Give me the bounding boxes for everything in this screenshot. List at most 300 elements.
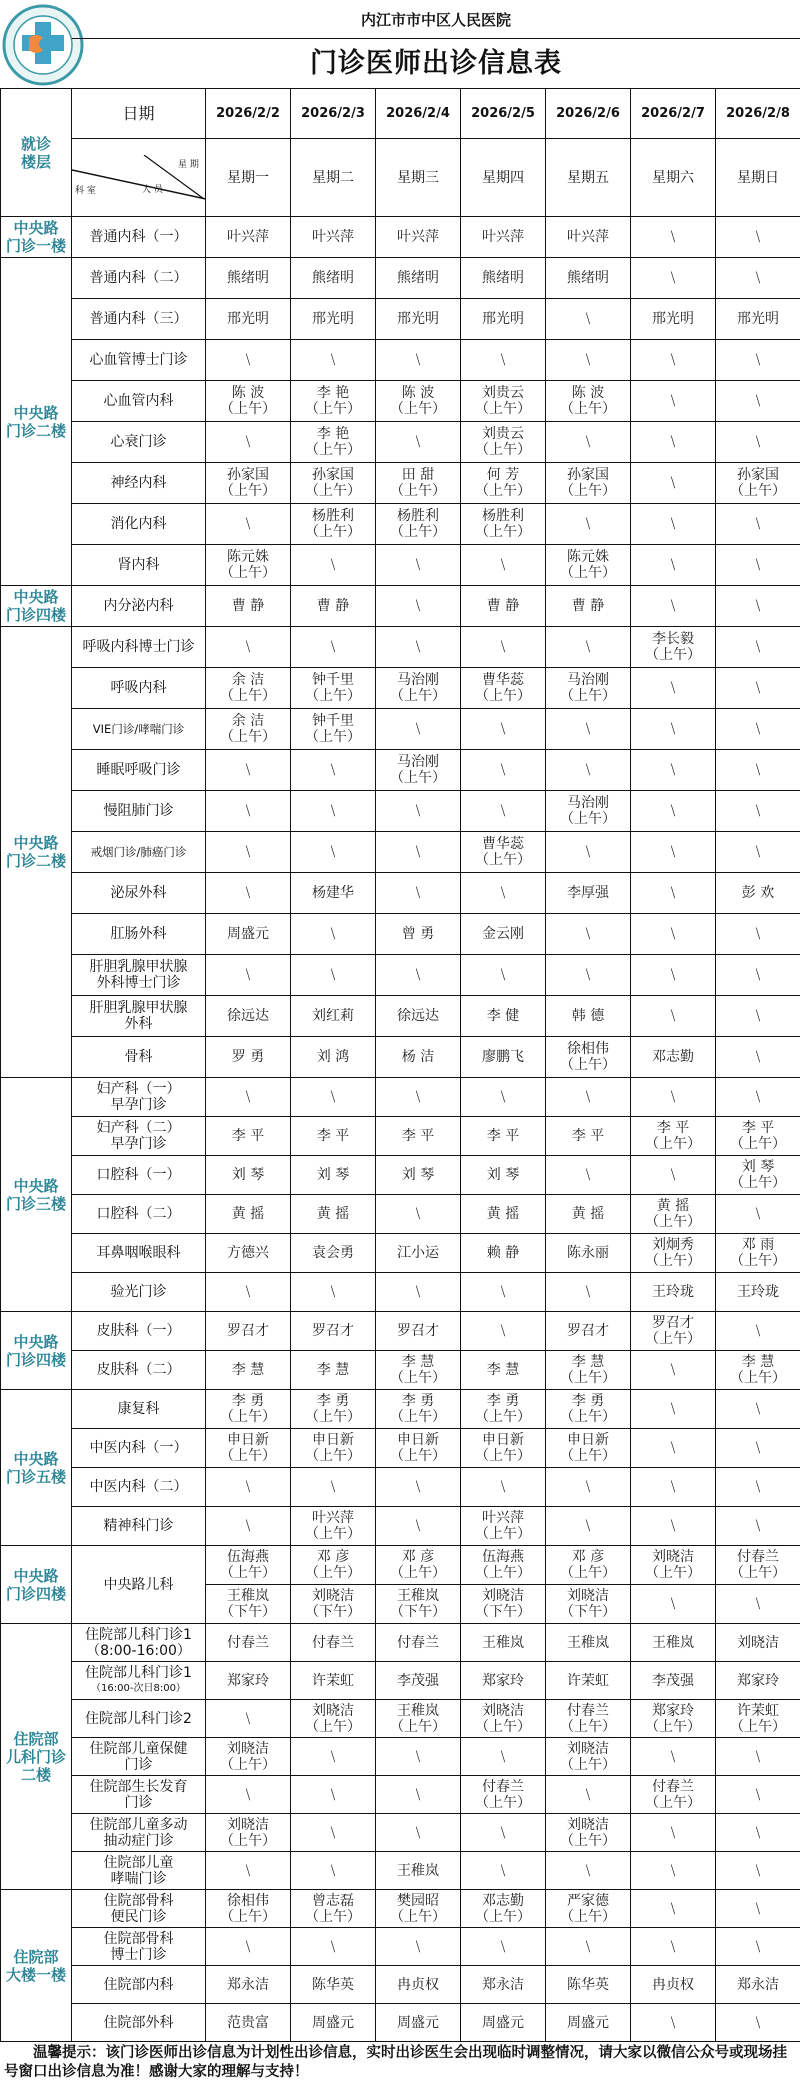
department-name bbox=[72, 1700, 206, 1738]
doctor-cell: \ bbox=[206, 1700, 291, 1738]
doctor-cell: 曹华蕊 （上午） bbox=[461, 668, 546, 709]
doctor-cell: 杨胜利 （上午） bbox=[461, 504, 546, 545]
department-line: 中医内科（二） bbox=[72, 1479, 205, 1495]
doctor-cell: \ bbox=[546, 1852, 631, 1890]
doctor-cell: 曹 静 bbox=[291, 586, 376, 627]
department-line: 住院部骨科 bbox=[72, 1893, 205, 1909]
doctor-cell: 李 慧 （上午） bbox=[546, 1351, 631, 1390]
doctor-cell: 赖 静 bbox=[461, 1234, 546, 1273]
doctor-cell: \ bbox=[291, 750, 376, 791]
doctor-cell: \ bbox=[631, 504, 716, 545]
doctor-cell: 李 平 bbox=[546, 1117, 631, 1156]
table-row bbox=[1, 463, 800, 504]
doctor-cell: \ bbox=[716, 1814, 800, 1852]
doctor-cell: \ bbox=[461, 1273, 546, 1312]
department-line: 皮肤科（一） bbox=[72, 1323, 205, 1339]
doctor-cell: \ bbox=[291, 832, 376, 873]
doctor-cell bbox=[631, 1546, 716, 1624]
department-name bbox=[72, 504, 206, 545]
doctor-cell: \ bbox=[631, 463, 716, 504]
doctor-cell: 刘晓洁 bbox=[716, 1624, 800, 1662]
doctor-cell: \ bbox=[631, 545, 716, 586]
department-name bbox=[72, 1156, 206, 1195]
doctor-cell: \ bbox=[631, 1890, 716, 1928]
doctor-cell: \ bbox=[546, 504, 631, 545]
department-line: 外科博士门诊 bbox=[72, 975, 205, 991]
doctor-cell: 李 勇 （上午） bbox=[461, 1390, 546, 1429]
doctor-cell: 彭 欢 bbox=[716, 873, 800, 914]
doctor-cell: 王玲珑 bbox=[716, 1273, 800, 1312]
department-line: 肾内科 bbox=[72, 557, 205, 573]
doctor-cell: 马治刚 （上午） bbox=[376, 668, 461, 709]
table-row bbox=[1, 832, 800, 873]
doctor-cell: 孙家国 （上午） bbox=[291, 463, 376, 504]
doctor-cell: \ bbox=[376, 1776, 461, 1814]
doctor-cell: \ bbox=[631, 914, 716, 955]
doctor-cell: 周盛元 bbox=[546, 2004, 631, 2042]
department-name bbox=[72, 1890, 206, 1928]
floor-label: 中央路 门诊三楼 bbox=[1, 1078, 72, 1312]
department-line: 心衰门诊 bbox=[72, 434, 205, 450]
doctor-cell: \ bbox=[631, 381, 716, 422]
table-row bbox=[1, 1195, 800, 1234]
table-row bbox=[1, 750, 800, 791]
doctor-cell: \ bbox=[291, 1928, 376, 1966]
doctor-cell: 李 慧 （上午） bbox=[376, 1351, 461, 1390]
department-line: 妇产科（二） bbox=[72, 1120, 205, 1136]
table-row bbox=[1, 340, 800, 381]
department-name bbox=[72, 1195, 206, 1234]
doctor-cell: \ bbox=[631, 1814, 716, 1852]
doctor-cell bbox=[291, 1546, 376, 1624]
doctor-subcell: 付春兰 （上午） bbox=[716, 1546, 800, 1584]
doctor-cell: 刘晓洁 （上午） bbox=[206, 1814, 291, 1852]
page-header bbox=[0, 0, 800, 88]
department-name bbox=[72, 873, 206, 914]
doctor-cell: \ bbox=[631, 1852, 716, 1890]
doctor-cell: 付春兰 bbox=[206, 1624, 291, 1662]
doctor-cell: \ bbox=[291, 1738, 376, 1776]
department-name bbox=[72, 586, 206, 627]
doctor-cell: 王玲珑 bbox=[631, 1273, 716, 1312]
department-line: 外科 bbox=[72, 1016, 205, 1032]
doctor-subcell: \ bbox=[631, 1584, 715, 1623]
table-row bbox=[1, 627, 800, 668]
doctor-cell: \ bbox=[631, 750, 716, 791]
department-line: 便民门诊 bbox=[72, 1909, 205, 1925]
doctor-cell: 王稚岚 bbox=[376, 1852, 461, 1890]
doctor-cell: \ bbox=[716, 791, 800, 832]
floor-label: 中央路 门诊二楼 bbox=[1, 258, 72, 586]
doctor-cell: \ bbox=[206, 832, 291, 873]
doctor-cell: 罗召才 （上午） bbox=[631, 1312, 716, 1351]
doctor-cell: 马治刚 （上午） bbox=[546, 791, 631, 832]
doctor-subcell: 伍海燕 （上午） bbox=[206, 1546, 290, 1584]
schedule-table bbox=[0, 88, 800, 2042]
table-row bbox=[1, 1117, 800, 1156]
doctor-cell: 刘晓洁 （上午） bbox=[546, 1738, 631, 1776]
doctor-cell: 袁会勇 bbox=[291, 1234, 376, 1273]
doctor-cell: 申日新 （上午） bbox=[461, 1429, 546, 1468]
table-row bbox=[1, 1351, 800, 1390]
doctor-cell: 付春兰 bbox=[376, 1624, 461, 1662]
department-line: 住院部儿科门诊1 bbox=[72, 1665, 205, 1681]
department-line: 骨科 bbox=[72, 1049, 205, 1065]
department-name bbox=[72, 668, 206, 709]
doctor-cell: \ bbox=[291, 955, 376, 996]
doctor-cell: 申日新 （上午） bbox=[206, 1429, 291, 1468]
doctor-cell: 李 平 bbox=[376, 1117, 461, 1156]
doctor-cell: \ bbox=[291, 1776, 376, 1814]
department-line: 早孕门诊 bbox=[72, 1097, 205, 1113]
department-line: 住院部外科 bbox=[72, 2015, 205, 2031]
department-line: （16:00-次日8:00） bbox=[72, 1681, 205, 1697]
doctor-cell: 刘晓洁 （上午） bbox=[546, 1814, 631, 1852]
doctor-cell: \ bbox=[376, 1507, 461, 1546]
doctor-cell: \ bbox=[631, 1429, 716, 1468]
department-name bbox=[72, 627, 206, 668]
department-line: 住院部儿童保健 bbox=[72, 1741, 205, 1757]
department-line: 戒烟门诊/肺癌门诊 bbox=[72, 844, 205, 860]
doctor-cell: \ bbox=[631, 1351, 716, 1390]
doctor-cell: 曹华蕊 （上午） bbox=[461, 832, 546, 873]
doctor-cell: 罗召才 bbox=[291, 1312, 376, 1351]
department-line: 中央路儿科 bbox=[72, 1577, 205, 1593]
doctor-cell: 马治刚 （上午） bbox=[546, 668, 631, 709]
department-line: 住院部生长发育 bbox=[72, 1779, 205, 1795]
doctor-cell: \ bbox=[461, 627, 546, 668]
table-row bbox=[1, 586, 800, 627]
doctor-cell: 郑永洁 bbox=[716, 1966, 800, 2004]
department-line: 普通内科（二） bbox=[72, 270, 205, 286]
doctor-cell: 李 勇 （上午） bbox=[291, 1390, 376, 1429]
doctor-cell: 刘 琴 （上午） bbox=[716, 1156, 800, 1195]
doctor-subcell: 邓 彦 （上午） bbox=[291, 1546, 375, 1584]
weekday-cell: 星期六 bbox=[631, 139, 716, 217]
doctor-cell: \ bbox=[546, 1468, 631, 1507]
doctor-cell: \ bbox=[291, 1273, 376, 1312]
table-row bbox=[1, 1312, 800, 1351]
doctor-cell: 许茉虹 （上午） bbox=[716, 1700, 800, 1738]
table-row bbox=[1, 504, 800, 545]
doctor-cell: 郑家玲 bbox=[716, 1662, 800, 1700]
doctor-cell: \ bbox=[376, 1468, 461, 1507]
doctor-cell: \ bbox=[206, 1776, 291, 1814]
doctor-cell: \ bbox=[461, 1814, 546, 1852]
department-name bbox=[72, 299, 206, 340]
department-line: 普通内科（三） bbox=[72, 311, 205, 327]
doctor-cell: 江小运 bbox=[376, 1234, 461, 1273]
department-name bbox=[72, 545, 206, 586]
weekday-cell: 星期四 bbox=[461, 139, 546, 217]
table-row bbox=[1, 1738, 800, 1776]
doctor-cell: 付春兰 （上午） bbox=[546, 1700, 631, 1738]
doctor-cell: 叶兴萍 bbox=[206, 217, 291, 258]
doctor-cell: \ bbox=[376, 1273, 461, 1312]
doctor-cell: \ bbox=[631, 422, 716, 463]
department-name bbox=[72, 1624, 206, 1662]
doctor-cell: \ bbox=[716, 1507, 800, 1546]
department-line: 肝胆乳腺甲状腺 bbox=[72, 959, 205, 975]
doctor-cell: \ bbox=[631, 996, 716, 1037]
doctor-cell: 罗召才 bbox=[376, 1312, 461, 1351]
department-line: 肛肠外科 bbox=[72, 926, 205, 942]
department-line: 心血管博士门诊 bbox=[72, 352, 205, 368]
doctor-cell: 孙家国 （上午） bbox=[546, 463, 631, 504]
department-line: 哮喘门诊 bbox=[72, 1871, 205, 1887]
department-name bbox=[72, 1351, 206, 1390]
department-line: 住院部儿科门诊2 bbox=[72, 1711, 205, 1727]
doctor-cell: \ bbox=[376, 1814, 461, 1852]
department-line: 住院部儿童多动 bbox=[72, 1817, 205, 1833]
doctor-cell: 方德兴 bbox=[206, 1234, 291, 1273]
floor-label: 中央路 门诊五楼 bbox=[1, 1390, 72, 1546]
doctor-cell: \ bbox=[206, 340, 291, 381]
doctor-cell: 曹 静 bbox=[206, 586, 291, 627]
doctor-cell: 郑永洁 bbox=[206, 1966, 291, 2004]
doctor-cell: 叶兴萍 （上午） bbox=[291, 1507, 376, 1546]
doctor-cell: \ bbox=[546, 1776, 631, 1814]
doctor-cell: 刘红莉 bbox=[291, 996, 376, 1037]
doctor-cell: 孙家国 （上午） bbox=[206, 463, 291, 504]
doctor-cell: 余 洁 （上午） bbox=[206, 709, 291, 750]
weekday-cell: 星期五 bbox=[546, 139, 631, 217]
table-row bbox=[1, 1507, 800, 1546]
doctor-cell: \ bbox=[631, 955, 716, 996]
doctor-cell: \ bbox=[546, 914, 631, 955]
doctor-cell: \ bbox=[461, 1468, 546, 1507]
doctor-cell: 邢光明 bbox=[376, 299, 461, 340]
doctor-cell: \ bbox=[716, 1037, 800, 1078]
doctor-cell: 刘炯秀 （上午） bbox=[631, 1234, 716, 1273]
doctor-cell: \ bbox=[716, 1390, 800, 1429]
doctor-cell: 许茉虹 bbox=[546, 1662, 631, 1700]
doctor-cell: \ bbox=[376, 1078, 461, 1117]
doctor-subcell: 刘晓洁 （下午） bbox=[291, 1584, 375, 1623]
department-line: 呼吸内科 bbox=[72, 680, 205, 696]
department-line: 精神科门诊 bbox=[72, 1518, 205, 1534]
doctor-cell: 刘 鸿 bbox=[291, 1037, 376, 1078]
doctor-cell: \ bbox=[631, 1156, 716, 1195]
doctor-cell: \ bbox=[206, 504, 291, 545]
doctor-cell: \ bbox=[631, 873, 716, 914]
weekday-header-row bbox=[1, 139, 800, 217]
table-row bbox=[1, 1814, 800, 1852]
department-name bbox=[72, 1234, 206, 1273]
diag-staff-label: 人 员 bbox=[142, 185, 163, 195]
department-line: 耳鼻咽喉眼科 bbox=[72, 1245, 205, 1261]
doctor-cell: 陈元姝 （上午） bbox=[546, 545, 631, 586]
date-cell: 2026/2/4 bbox=[376, 89, 461, 139]
doctor-cell: 黄 摇 （上午） bbox=[631, 1195, 716, 1234]
date-cell: 2026/2/7 bbox=[631, 89, 716, 139]
doctor-cell: 李茂强 bbox=[376, 1662, 461, 1700]
doctor-cell: 邓志勤 （上午） bbox=[461, 1890, 546, 1928]
doctor-cell: \ bbox=[206, 1078, 291, 1117]
doctor-cell: 范贵富 bbox=[206, 2004, 291, 2042]
doctor-cell: 叶兴萍 bbox=[376, 217, 461, 258]
doctor-cell: 申日新 （上午） bbox=[546, 1429, 631, 1468]
doctor-cell: 邓 雨 （上午） bbox=[716, 1234, 800, 1273]
doctor-cell: 邓志勤 bbox=[631, 1037, 716, 1078]
department-line: 神经内科 bbox=[72, 475, 205, 491]
doctor-cell: 邢光明 bbox=[461, 299, 546, 340]
table-row bbox=[1, 1234, 800, 1273]
doctor-cell: 徐相伟 （上午） bbox=[206, 1890, 291, 1928]
weekday-cell: 星期二 bbox=[291, 139, 376, 217]
doctor-cell: 刘 琴 bbox=[376, 1156, 461, 1195]
department-line: 泌尿外科 bbox=[72, 885, 205, 901]
doctor-cell: 杨胜利 （上午） bbox=[291, 504, 376, 545]
doctor-cell: 郑家玲 bbox=[206, 1662, 291, 1700]
department-line: 皮肤科（二） bbox=[72, 1362, 205, 1378]
floor-header: 就诊 楼层 bbox=[1, 89, 72, 217]
footer-notice: 温馨提示：该门诊医师出诊信息为计划性出诊信息，实时出诊医生会出现临时调整情况，请大家以微信公众号或现场挂号窗口出诊信息为准！感谢大家的理解与支持！ bbox=[0, 2042, 800, 2084]
doctor-cell: 冉贞权 bbox=[376, 1966, 461, 2004]
doctor-cell: \ bbox=[461, 1928, 546, 1966]
doctor-cell: 李 慧 bbox=[461, 1351, 546, 1390]
doctor-cell: 刘 琴 bbox=[206, 1156, 291, 1195]
doctor-cell: 邢光明 bbox=[291, 299, 376, 340]
doctor-cell bbox=[206, 1546, 291, 1624]
table-row bbox=[1, 2004, 800, 2042]
doctor-cell: 李厚强 bbox=[546, 873, 631, 914]
doctor-cell: \ bbox=[376, 1738, 461, 1776]
doctor-cell: \ bbox=[546, 340, 631, 381]
doctor-cell: \ bbox=[716, 668, 800, 709]
doctor-cell: \ bbox=[461, 750, 546, 791]
doctor-cell: \ bbox=[716, 1928, 800, 1966]
department-line: 住院部儿童 bbox=[72, 1855, 205, 1871]
doctor-cell: 刘晓洁 （上午） bbox=[291, 1700, 376, 1738]
date-cell: 2026/2/6 bbox=[546, 89, 631, 139]
doctor-cell: \ bbox=[546, 955, 631, 996]
doctor-cell: \ bbox=[376, 422, 461, 463]
department-line: 口腔科（一） bbox=[72, 1167, 205, 1183]
table-row bbox=[1, 217, 800, 258]
schedule-body bbox=[1, 217, 800, 2042]
table-row bbox=[1, 1156, 800, 1195]
doctor-cell: 陈 波 （上午） bbox=[376, 381, 461, 422]
floor-label: 中央路 门诊四楼 bbox=[1, 1312, 72, 1390]
department-name bbox=[72, 1928, 206, 1966]
doctor-cell: \ bbox=[631, 217, 716, 258]
doctor-cell: \ bbox=[716, 1890, 800, 1928]
doctor-cell: \ bbox=[546, 1928, 631, 1966]
doctor-subcell: 伍海燕 （上午） bbox=[461, 1546, 545, 1584]
doctor-cell: \ bbox=[206, 1507, 291, 1546]
doctor-cell: 李 慧 bbox=[206, 1351, 291, 1390]
doctor-cell: 郑永洁 bbox=[461, 1966, 546, 2004]
floor-label: 中央路 门诊一楼 bbox=[1, 217, 72, 258]
doctor-cell: 李 平 （上午） bbox=[631, 1117, 716, 1156]
doctor-cell: 黄 摇 bbox=[291, 1195, 376, 1234]
doctor-cell: \ bbox=[291, 340, 376, 381]
doctor-cell: \ bbox=[716, 504, 800, 545]
doctor-cell: \ bbox=[376, 709, 461, 750]
table-row bbox=[1, 709, 800, 750]
doctor-cell bbox=[376, 1546, 461, 1624]
department-name bbox=[72, 1546, 206, 1624]
department-name bbox=[72, 1966, 206, 2004]
diag-week-label: 星 期 bbox=[178, 160, 199, 170]
doctor-cell: \ bbox=[461, 1738, 546, 1776]
doctor-cell: \ bbox=[206, 1273, 291, 1312]
doctor-cell: \ bbox=[716, 545, 800, 586]
doctor-cell: 周盛元 bbox=[376, 2004, 461, 2042]
doctor-cell: \ bbox=[631, 1078, 716, 1117]
department-name bbox=[72, 1852, 206, 1890]
doctor-cell: \ bbox=[376, 545, 461, 586]
department-line: 康复科 bbox=[72, 1401, 205, 1417]
doctor-cell: 刘晓洁 （上午） bbox=[206, 1738, 291, 1776]
doctor-cell: 黄 摇 bbox=[206, 1195, 291, 1234]
doctor-subcell: 王稚岚 （下午） bbox=[376, 1584, 460, 1623]
department-name bbox=[72, 914, 206, 955]
doctor-cell: \ bbox=[206, 955, 291, 996]
department-line: 抽动症门诊 bbox=[72, 1833, 205, 1849]
doctor-cell: 邢光明 bbox=[206, 299, 291, 340]
doctor-cell: \ bbox=[716, 340, 800, 381]
doctor-cell: 徐远达 bbox=[206, 996, 291, 1037]
doctor-cell: 陈元姝 （上午） bbox=[206, 545, 291, 586]
doctor-cell: 樊园昭 （上午） bbox=[376, 1890, 461, 1928]
doctor-subcell: 邓 彦 （上午） bbox=[546, 1546, 630, 1584]
doctor-cell: \ bbox=[206, 873, 291, 914]
doctor-cell: 刘 琴 bbox=[291, 1156, 376, 1195]
department-name bbox=[72, 1429, 206, 1468]
doctor-cell: \ bbox=[716, 1078, 800, 1117]
doctor-cell: 付春兰 bbox=[291, 1624, 376, 1662]
doctor-cell: 刘贵云 （上午） bbox=[461, 381, 546, 422]
table-row bbox=[1, 1273, 800, 1312]
doctor-cell: 付春兰 （上午） bbox=[461, 1776, 546, 1814]
doctor-cell: \ bbox=[461, 873, 546, 914]
doctor-cell: \ bbox=[716, 586, 800, 627]
date-cell: 2026/2/3 bbox=[291, 89, 376, 139]
department-line: 心血管内科 bbox=[72, 393, 205, 409]
table-row bbox=[1, 1468, 800, 1507]
table-row bbox=[1, 1776, 800, 1814]
department-name bbox=[72, 422, 206, 463]
doctor-subcell: 刘晓洁 （下午） bbox=[461, 1584, 545, 1623]
doctor-cell: \ bbox=[461, 545, 546, 586]
table-row bbox=[1, 1546, 800, 1624]
doctor-cell: 罗召才 bbox=[546, 1312, 631, 1351]
doctor-cell: 李 平 （上午） bbox=[716, 1117, 800, 1156]
diagonal-header-cell bbox=[72, 139, 206, 217]
department-line: 口腔科（二） bbox=[72, 1206, 205, 1222]
department-name bbox=[72, 1312, 206, 1351]
doctor-cell: \ bbox=[631, 1390, 716, 1429]
doctor-cell: 李 艳 （上午） bbox=[291, 381, 376, 422]
doctor-cell: \ bbox=[631, 2004, 716, 2042]
floor-label: 住院部 儿科门诊 二楼 bbox=[1, 1624, 72, 1890]
doctor-cell: \ bbox=[546, 832, 631, 873]
department-line: 住院部内科 bbox=[72, 1977, 205, 1993]
doctor-cell: \ bbox=[631, 791, 716, 832]
doctor-cell: 杨建华 bbox=[291, 873, 376, 914]
doctor-cell: \ bbox=[546, 627, 631, 668]
doctor-cell: 刘贵云 （上午） bbox=[461, 422, 546, 463]
department-line: 睡眠呼吸门诊 bbox=[72, 762, 205, 778]
doctor-cell: \ bbox=[716, 1468, 800, 1507]
doctor-cell: \ bbox=[631, 1468, 716, 1507]
doctor-cell: \ bbox=[376, 586, 461, 627]
doctor-cell: \ bbox=[291, 914, 376, 955]
doctor-cell: 罗召才 bbox=[206, 1312, 291, 1351]
doctor-cell: 叶兴萍 bbox=[461, 217, 546, 258]
